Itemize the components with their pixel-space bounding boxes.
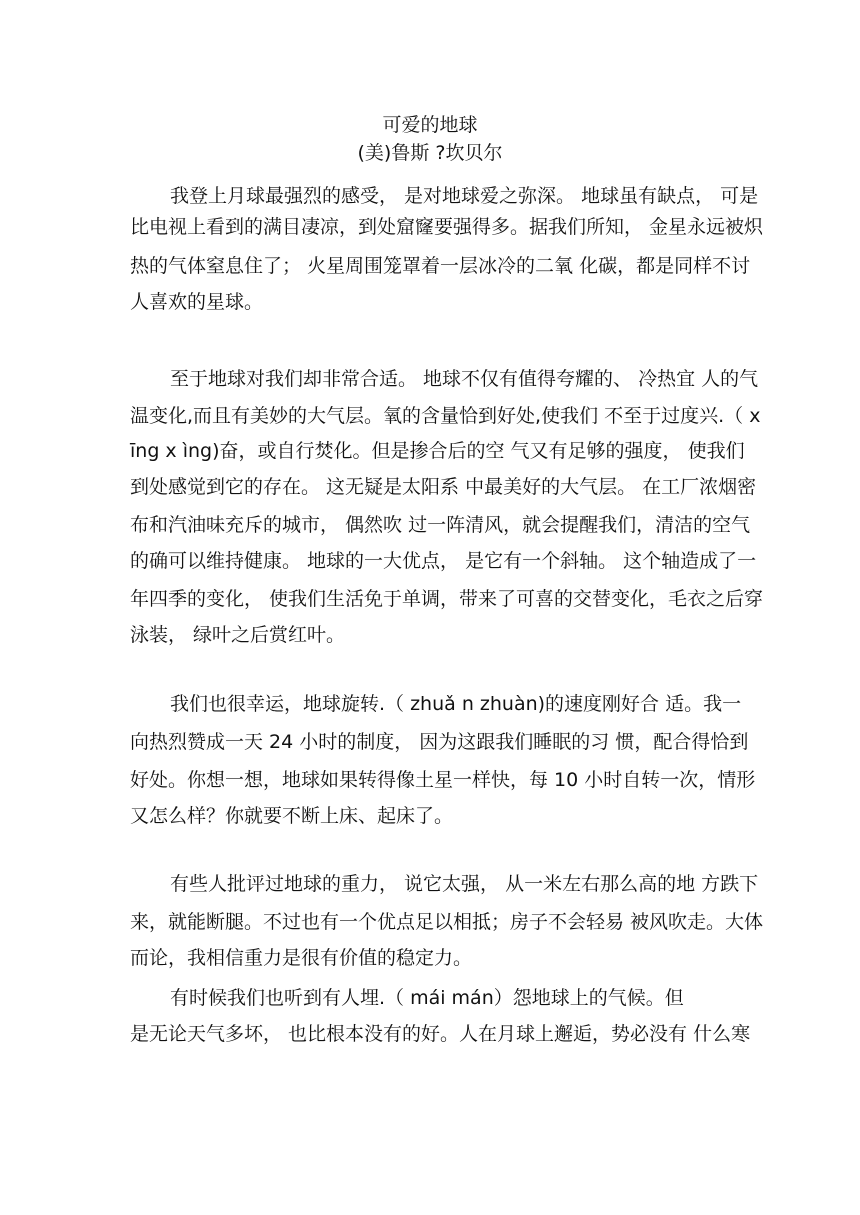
paragraph-line: 我登上月球最强烈的感受， 是对地球爱之弥深。 地球虽有缺点， 可是 (170, 185, 759, 207)
paragraph-line: 有时候我们也听到有人埋.（ mái mán）怨地球上的气候。但 (170, 987, 684, 1009)
paragraph-line: 温变化,而且有美妙的大气层。氧的含量恰到好处,使我们 不至于过度兴.（ x (130, 405, 761, 427)
paragraph-line: 好处。你想一想，地球如果转得像土星一样快，每 10 小时自转一次，情形 (130, 769, 756, 791)
paragraph-line: īng x ìng)奋，或自行焚化。但是掺合后的空 气又有足够的强度， 使我们 (130, 440, 745, 462)
paragraph-line: 到处感觉到它的存在。 这无疑是太阳系 中最美好的大气层。 在工厂浓烟密 (130, 476, 757, 498)
paragraph-line: 至于地球对我们却非常合适。 地球不仅有值得夸耀的、 冷热宜 人的气 (170, 368, 759, 390)
paragraph-line: 向热烈赞成一天 24 小时的制度， 因为这跟我们睡眠的习 惯，配合得恰到 (130, 731, 749, 753)
document-title: 可爱的地球 (382, 114, 478, 136)
paragraph-line: 来，就能断腿。不过也有一个优点足以相抵；房子不会轻易 被风吹走。大体 (130, 911, 764, 933)
paragraph-line: 热的气体窒息住了； 火星周围笼罩着一层冰冷的二氧 化碳，都是同样不讨 (130, 255, 751, 277)
paragraph-line: 我们也很幸运，地球旋转.（ zhuǎ n zhuàn)的速度刚好合 适。我一 (170, 693, 742, 715)
paragraph-line: 而论，我相信重力是很有价值的稳定力。 (130, 947, 473, 969)
paragraph-line: 是无论天气多坏， 也比根本没有的好。人在月球上邂逅，势必没有 什么寒 (130, 1023, 751, 1045)
paragraph-line: 人喜欢的星球。 (130, 291, 264, 313)
paragraph-line: 比电视上看到的满目凄凉，到处窟窿要强得多。据我们所知， 金星永远被炽 (130, 216, 764, 238)
paragraph-line: 有些人批评过地球的重力， 说它太强， 从一米左右那么高的地 方跌下 (170, 873, 759, 895)
paragraph-line: 年四季的变化， 使我们生活免于单调，带来了可喜的交替变化，毛衣之后穿 (130, 588, 764, 610)
paragraph-line: 的确可以维持健康。 地球的一大优点， 是它有一个斜轴。 这个轴造成了一 (130, 550, 757, 572)
paragraph-line: 又怎么样？你就要不断上床、起床了。 (130, 805, 454, 827)
paragraph-line: 布和汽油味充斥的城市， 偶然吹 过一阵清风，就会提醒我们，清洁的空气 (130, 514, 751, 536)
paragraph-line: 泳装， 绿叶之后赏红叶。 (130, 624, 346, 646)
document-author: (美)鲁斯 ?坎贝尔 (357, 142, 503, 164)
